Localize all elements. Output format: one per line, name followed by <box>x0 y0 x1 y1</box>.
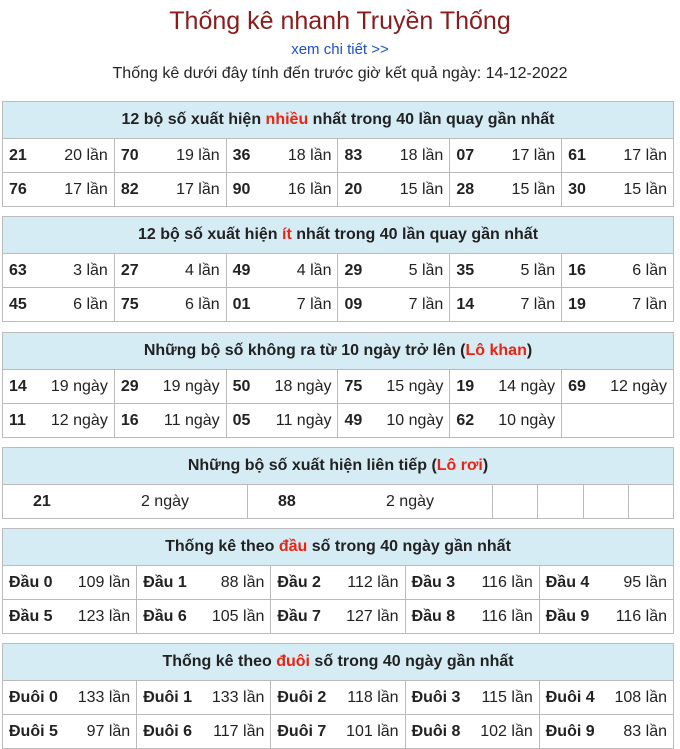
stat-count: 15 ngày <box>386 377 444 395</box>
stat-count: 5 lần <box>520 261 556 279</box>
stat-count: 115 lần <box>481 688 533 706</box>
stat-count: 17 lần <box>623 146 667 164</box>
stat-cell <box>114 288 226 322</box>
stat-number: 21 <box>9 146 27 164</box>
stat-number: 70 <box>120 146 139 164</box>
stat-count: 17 lần <box>64 180 108 198</box>
stat-count: 15 lần <box>399 180 444 198</box>
stat-cell <box>3 566 137 600</box>
table-row <box>3 173 674 207</box>
stat-cell <box>539 600 673 634</box>
stat-cell <box>3 370 115 404</box>
page-header <box>0 0 680 86</box>
stat-number: 75 <box>344 377 363 395</box>
roi-empty <box>628 485 673 519</box>
stat-number: 27 <box>120 261 139 279</box>
stat-number: 63 <box>9 261 27 279</box>
stat-count: 17 lần <box>176 180 220 198</box>
roi-item: 88 2 ngày <box>248 485 493 519</box>
stat-count: 6 lần <box>632 261 667 279</box>
stat-count: 19 ngày <box>162 377 220 395</box>
stat-number: 19 <box>568 295 586 313</box>
stat-count: 123 lần <box>77 607 131 625</box>
table-row <box>3 370 674 404</box>
detail-link[interactable]: xem chi tiết >> <box>291 41 389 58</box>
stat-count: 20 lần <box>64 146 108 164</box>
stat-count: 4 lần <box>296 261 332 279</box>
stat-cell <box>539 566 673 600</box>
stat-number: Đầu 1 <box>143 573 187 591</box>
stat-number: 82 <box>120 180 139 198</box>
stat-cell <box>539 681 673 715</box>
stat-cell <box>338 173 450 207</box>
stat-count: 4 lần <box>184 261 220 279</box>
stat-cell <box>562 139 674 173</box>
stat-cell <box>450 173 562 207</box>
stat-number: 05 <box>232 411 251 429</box>
stat-cell <box>114 173 226 207</box>
stat-cell <box>338 370 450 404</box>
stat-number: 16 <box>568 261 586 279</box>
stat-count: 109 lần <box>77 573 131 591</box>
stat-number: Đầu 9 <box>545 607 590 625</box>
stat-count: 7 lần <box>408 295 444 313</box>
stat-cell <box>114 254 226 288</box>
stat-cell <box>226 370 338 404</box>
stat-cell <box>3 600 137 634</box>
stat-cell <box>450 254 562 288</box>
table-row <box>3 600 674 634</box>
stat-cell <box>562 370 674 404</box>
stat-cell <box>3 173 115 207</box>
section-title-most: 12 bộ số xuất hiện nhiều nhất trong 40 lần quay gần nhất <box>3 102 674 139</box>
stat-count: 10 ngày <box>498 411 556 429</box>
stat-count: 11 ngày <box>163 411 220 429</box>
stat-number: 62 <box>456 411 475 429</box>
lo-roi-table <box>2 447 674 519</box>
stat-number: 01 <box>232 295 251 313</box>
section-title-dau: Thống kê theo đầu số trong 40 ngày gần nhất <box>3 529 674 566</box>
stat-cell <box>405 566 539 600</box>
stat-number: Đuôi 2 <box>277 688 327 706</box>
stat-count: 83 lần <box>623 722 667 740</box>
stat-cell <box>137 566 271 600</box>
stat-cell <box>3 715 137 749</box>
stat-number: 16 <box>120 411 139 429</box>
section-title-duoi: Thống kê theo đuôi số trong 40 ngày gần nhất <box>3 644 674 681</box>
stat-count: 18 lần <box>399 146 444 164</box>
stat-number: Đầu 5 <box>9 607 53 625</box>
stat-cell <box>226 288 338 322</box>
table-row <box>3 254 674 288</box>
stat-cell <box>450 404 562 438</box>
stat-cell <box>3 681 137 715</box>
stat-cell <box>338 254 450 288</box>
table-row <box>3 566 674 600</box>
stat-number: 69 <box>568 377 586 395</box>
stat-cell <box>338 404 450 438</box>
table-row <box>3 404 674 438</box>
duoi-table <box>2 643 674 749</box>
section-title-roi: Những bộ số xuất hiện liên tiếp (Lô rơi) <box>3 448 674 485</box>
stat-number: 14 <box>456 295 475 313</box>
stat-number: Đầu 3 <box>411 573 456 591</box>
stat-count: 7 lần <box>632 295 667 313</box>
stat-number: 29 <box>120 377 139 395</box>
stat-number: Đuôi 9 <box>545 722 595 740</box>
table-row <box>3 288 674 322</box>
stat-number: Đuôi 0 <box>9 688 58 706</box>
stat-number: 90 <box>232 180 251 198</box>
stat-cell <box>3 404 115 438</box>
stat-count: 6 lần <box>73 295 108 313</box>
stat-count: 101 lần <box>346 722 399 740</box>
stat-cell <box>405 681 539 715</box>
stat-number: Đầu 2 <box>277 573 321 591</box>
stat-cell <box>405 600 539 634</box>
roi-empty <box>583 485 628 519</box>
stat-number: 76 <box>9 180 27 198</box>
stat-number: Đầu 4 <box>545 573 590 591</box>
least-frequent-table <box>2 216 674 322</box>
stat-cell <box>338 139 450 173</box>
stat-number: 20 <box>344 180 363 198</box>
stat-cell <box>562 254 674 288</box>
stat-cell <box>271 600 405 634</box>
stat-count: 118 lần <box>347 688 399 706</box>
stat-cell <box>3 139 115 173</box>
stat-cell <box>137 600 271 634</box>
stat-number: Đuôi 3 <box>411 688 461 706</box>
stat-count: 88 lần <box>220 573 265 591</box>
stat-cell <box>226 254 338 288</box>
stat-number: 19 <box>456 377 475 395</box>
stat-number: Đuôi 5 <box>9 722 58 740</box>
stat-count: 112 lần <box>347 573 399 591</box>
stat-count: 17 lần <box>511 146 556 164</box>
roi-item: 21 2 ngày <box>3 485 248 519</box>
stat-count: 108 lần <box>614 688 667 706</box>
lo-khan-table <box>2 332 674 438</box>
stat-number: Đuôi 8 <box>411 722 461 740</box>
stat-count: 7 lần <box>520 295 556 313</box>
stat-cell <box>271 566 405 600</box>
dau-table <box>2 528 674 634</box>
stat-number: 11 <box>9 411 26 429</box>
table-row <box>3 139 674 173</box>
stat-number: 83 <box>344 146 363 164</box>
stat-count: 133 lần <box>211 688 265 706</box>
table-row <box>3 681 674 715</box>
stat-count: 12 ngày <box>50 411 108 429</box>
stat-cell <box>450 288 562 322</box>
roi-empty <box>538 485 583 519</box>
stat-count: 97 lần <box>86 722 131 740</box>
stat-count: 105 lần <box>211 607 265 625</box>
stat-count: 16 lần <box>287 180 332 198</box>
stat-number: 75 <box>120 295 139 313</box>
stat-number: Đuôi 1 <box>143 688 193 706</box>
stat-cell <box>562 173 674 207</box>
stat-number: 49 <box>344 411 363 429</box>
stat-count: 11 ngày <box>275 411 332 429</box>
stat-count: 5 lần <box>408 261 444 279</box>
stat-number: 09 <box>344 295 363 313</box>
roi-empty <box>493 485 538 519</box>
page-subtitle: Thống kê dưới đây tính đến trước giờ kết quả ngày: 14-12-2022 <box>112 65 568 82</box>
stat-count: 116 lần <box>481 607 533 625</box>
stat-count: 116 lần <box>615 607 667 625</box>
stat-cell <box>114 370 226 404</box>
stat-number: 14 <box>9 377 27 395</box>
stat-count: 102 lần <box>480 722 533 740</box>
stat-count: 116 lần <box>481 573 533 591</box>
stat-number: 36 <box>232 146 251 164</box>
table-row <box>3 715 674 749</box>
stat-count: 127 lần <box>346 607 399 625</box>
stat-count: 18 ngày <box>274 377 332 395</box>
stat-cell <box>271 681 405 715</box>
stat-number: Đầu 0 <box>9 573 53 591</box>
stat-count: 7 lần <box>296 295 332 313</box>
stat-number: 49 <box>232 261 251 279</box>
stat-number: Đầu 6 <box>143 607 187 625</box>
section-title-khan: Những bộ số không ra từ 10 ngày trở lên (Lô khan) <box>3 333 674 370</box>
stat-count: 19 lần <box>176 146 220 164</box>
stat-count: 95 lần <box>623 573 667 591</box>
stat-cell <box>562 404 674 438</box>
stat-count: 18 lần <box>287 146 332 164</box>
stat-cell <box>338 288 450 322</box>
stat-cell <box>226 404 338 438</box>
stat-cell <box>539 715 673 749</box>
stat-number: 28 <box>456 180 475 198</box>
stat-cell <box>271 715 405 749</box>
stat-number: 07 <box>456 146 475 164</box>
stat-cell <box>3 288 115 322</box>
stat-cell <box>450 370 562 404</box>
page-title: Thống kê nhanh Truyền Thống <box>169 7 511 35</box>
stat-cell <box>450 139 562 173</box>
stat-count: 133 lần <box>77 688 131 706</box>
stat-cell <box>226 139 338 173</box>
stat-number: Đầu 7 <box>277 607 321 625</box>
stat-cell <box>114 404 226 438</box>
stat-count: 10 ngày <box>386 411 444 429</box>
stat-cell <box>226 173 338 207</box>
stat-number: 35 <box>456 261 475 279</box>
stat-number: 61 <box>568 146 586 164</box>
stat-number: 50 <box>232 377 251 395</box>
stat-cell <box>3 254 115 288</box>
stat-number: 29 <box>344 261 363 279</box>
stat-number: 45 <box>9 295 27 313</box>
stat-cell <box>562 288 674 322</box>
stat-count: 19 ngày <box>50 377 108 395</box>
stat-cell <box>405 715 539 749</box>
stat-cell <box>137 715 271 749</box>
stat-count: 14 ngày <box>498 377 556 395</box>
stat-count: 15 lần <box>623 180 667 198</box>
stat-count: 12 ngày <box>610 377 667 395</box>
stat-count: 15 lần <box>511 180 556 198</box>
stat-number: 30 <box>568 180 586 198</box>
stat-cell <box>114 139 226 173</box>
stat-count: 3 lần <box>73 261 108 279</box>
stat-number: Đuôi 6 <box>143 722 193 740</box>
stat-number: Đuôi 7 <box>277 722 327 740</box>
stat-number: Đuôi 4 <box>545 688 595 706</box>
stat-number: Đầu 8 <box>411 607 456 625</box>
section-title-least: 12 bộ số xuất hiện ít nhất trong 40 lần quay gần nhất <box>3 217 674 254</box>
stat-count: 6 lần <box>184 295 220 313</box>
stat-count: 117 lần <box>213 722 265 740</box>
stat-cell <box>137 681 271 715</box>
most-frequent-table <box>2 101 674 207</box>
